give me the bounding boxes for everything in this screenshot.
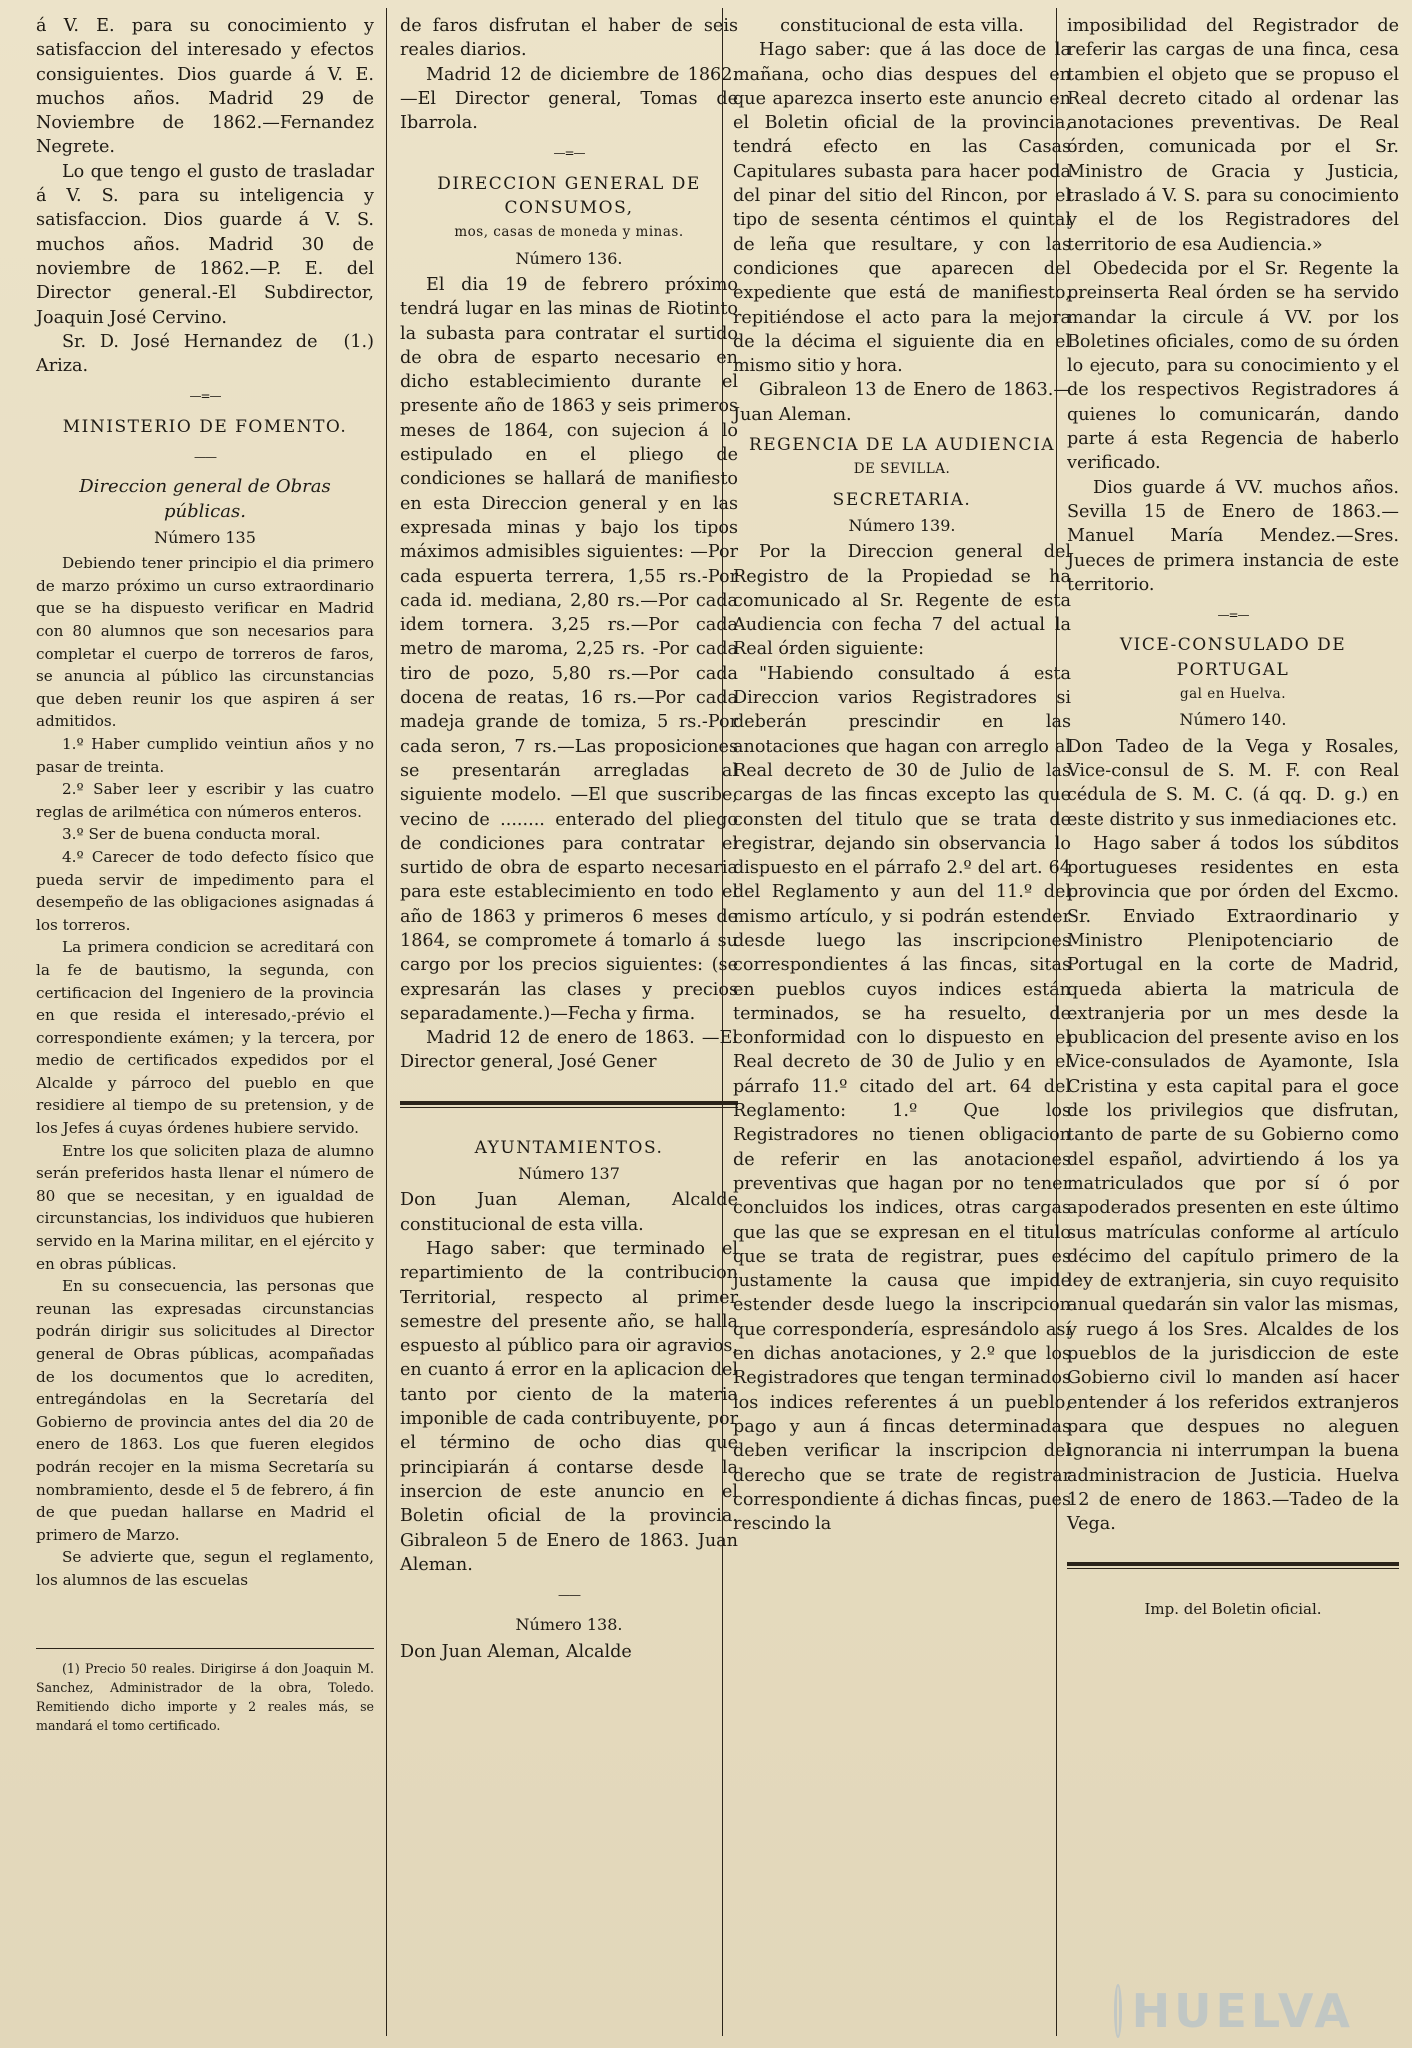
paragraph: Hago saber á todos los súbditos portugueses residentes en esta provincia que por órden del Excmo. Sr. Enviado Extraordinario y Ministro Plenipotenciario de Portugal en la corte de Madrid, queda abierta la matricula de extranjeria por un mes desde la publicacion del presente aviso en los Vice-consulados de Ayamonte, Isla Cristina y esta capital para el goce de los privilegios que disfrutan, tanto de parte de su Gobierno como del español, advirtiendo á los ya matriculados que por sí ó por apoderados presenten en este último sus matrículas conforme al artículo décimo del capítulo primero de la ley de extranjeria, sin cuyo requisito anual quedarán sin valor las mismas, y ruego á los Sres. Alcaldes de los pueblos de la jurisdiccion de este Gobierno civil lo manden así hacer entender á los referidos extranjeros para que despues no aleguen ignorancia ni interrumpan la buena administracion de Justicia. Huelva 12 de enero de 1863.—Tadeo de la Vega. [1067,833,1399,1535]
watermark-seal-icon [1114,1984,1122,2038]
paragraph: Don Juan Aleman, Alcalde [400,1641,632,1662]
addressee-line [36,330,374,379]
notice-number: Número 139. [848,515,956,535]
separator: —=— [189,389,221,404]
paragraph: Se advierte que, segun el reglamento, los alumnos de las escuelas [36,1548,374,1589]
section-heading-sub: DE SEVILLA. [853,461,951,478]
printer-imprint: Imp. del Boletin oficial. [1144,1600,1322,1619]
addressee: Sr. D. José Hernandez de Ariza. [36,331,318,377]
department-heading: Direccion general de Obras públicas. [79,476,331,522]
paragraph: Don Tadeo de la Vega y Rosales, Vice-consul de S. M. F. con Real cédula de S. M. C. (á qq. D. g.) en este distrito y sus inmediaciones etc. [1067,736,1399,830]
column-rule [386,8,387,2036]
paragraph: En su consecuencia, las personas que reunan las expresadas circunstancias podrán dirigir sus solicitudes al Director general de Obras públicas, acompañadas de los documentos que lo acrediten, entregándolas en la Secretaría del Gobierno de provincia antes del dia 20 de enero de 1863. Los que fueren elegidos podrán recojer en la misma Secretaría su nombramiento, desde el 5 de febrero, á fin de que puedan hallarse en Madrid el primero de Marzo. [36,1277,374,1544]
section-heading-main: VICE-CONSULADO DE PORTUGAL [1119,635,1347,680]
section-heading-sub: mos, casas de moneda y minas. [454,224,684,241]
separator: —— [194,450,216,465]
paragraph: Hago saber: que terminado el repartimiento de la contribucion Territorial, respecto al primer semestre del presente año, se halla espuesto al público para oir agravios, en cuanto á error en la aplicacion del tanto por ciento de la materia imponible de cada contribuyente, por el término de ocho dias que principiarán á contarse desde la insercion de este anuncio en el Boletin oficial de la provincia. Gibraleon 5 de Enero de 1863. Juan Aleman. [400,1238,738,1575]
paragraph: á V. E. para su conocimiento y satisfaccion del interesado y efectos consiguientes. Dios guarde á V. E. muchos años. Madrid 29 de Noviembre de 1862.—Fernandez Negrete. [36,16,374,158]
separator: —=— [1217,608,1249,623]
section-subheading: SECRETARIA. [832,489,972,510]
notice-number: Número 137 [518,1164,620,1184]
paragraph: Hago saber: que á las doce de la mañana, ocho dias despues del en que aparezca inserto este anuncio en el Boletin oficial de la provincia, tendrá efecto en las Casas Capitulares subasta para hacer poda del pinar del sitio del Rincon, por el tipo de sesenta céntimos el quintal de leña que resultare, y con las condiciones que aparecen del expediente que está de manifiesto, repitiéndose el acto para la mejora de la décima el siguiente dia en el mismo sitio y hora. [733,40,1071,377]
section-heading [400,172,738,245]
paragraph: constitucional de esta villa. [780,16,1024,36]
signature: Madrid 12 de enero de 1863. —El Director general, José Gener [400,1028,738,1073]
section-rule [400,1101,738,1108]
column-3 [733,14,1071,1536]
requirement: 3.º Ser de buena conducta moral. [62,825,321,844]
section-heading [1067,633,1399,706]
requirement: 4.º Carecer de todo defecto físico que pueda servir de impedimento para el desempeño de las obligaciones asignadas á los torreros. [36,847,374,934]
paragraph: imposibilidad del Registrador de referir las cargas de una finca, cesa tambien el objeto que se propuso el Real decreto citado al ordenar las anotaciones preventivas. De Real órden, comunicada por el Sr. Ministro de Gracia y Justicia, traslado á V. S. para su conocimiento y el de los Registradores del territorio de esa Audiencia.» [1067,16,1399,255]
section-heading: MINISTERIO DE FOMENTO. [62,416,348,437]
footnote-ref: (1.) [343,331,374,352]
section-heading [733,433,1071,482]
paragraph: El dia 19 de febrero próximo tendrá lugar en las minas de Riotinto la subasta para contratar el surtido de obra de esparto necesario en dicho establecimiento durante el presente año de 1863 y seis primeros meses de 1864, con sujecion á lo estipulado en el pliego de condiciones se hallará de manifiesto en esta Direccion general y en las expresada minas y bajo los tipos máximos admisibles siguientes: —Por cada espuerta terrera, 1,55 rs.-Por cada id. mediana, 2,80 rs.—Por cada idem tornera. 3,25 rs.—Por cada metro de maroma, 2,25 rs. -Por cada tiro de pozo, 5,80 rs.—Por cada docena de reatas, 16 rs.—Por cada madeja grande de tomiza, 5 rs.-Por cada seron, 7 rs.—Las proposiciones se presentarán arregladas al siguiente modelo. —El que suscribe, vecino de ........ enterado del pliego de condiciones para contratar el surtido de obra de esparto necesaria para este establecimiento en todo el año de 1863 y primeros 6 meses de 1864, se compromete á tomarlo á su cargo por los precios siguientes: (se expresarán las clases y precios separadamente.)—Fecha y firma. [400,274,738,1024]
paragraph: Debiendo tener principio el dia primero de marzo próximo un curso extraordinario que se ha dispuesto verificar en Madrid con 80 alumnos que son necesarios para completar el cuerpo de torreros de faros, se anuncia al público las circunstancias que deben reunir los que aspiren á ser admitidos. [36,554,374,731]
paragraph: La primera condicion se acreditará con la fe de bautismo, la segunda, con certificacion del Ingeniero de la provincia en que resida el interesado,-prévio el correspondiente exámen; y la tercera, por medio de certificados expedidos por el Alcalde y párroco del pueblo en que residiere al tiempo de su pretension, y de los Jefes á cuyas órdenes hubiere servido. [36,938,374,1138]
signature: Dios guarde á VV. muchos años. Sevilla 15 de Enero de 1863.—Manuel María Mendez.—Sres. Jueces de primera instancia de este territorio. [1067,477,1399,595]
paragraph: Don Juan Aleman, Alcalde constitucional de esta villa. [400,1190,738,1235]
paragraph: Obedecida por el Sr. Regente la preinserta Real órden se ha servido mandar la circule á VV. por los Boletines oficiales, como de su órden lo ejecuto, para su conocimiento y el de los respectivos Registradores á quienes lo comunicarán, dando parte á esta Regencia de haberlo verificado. [1067,258,1399,474]
paragraph: Por la Direccion general del Registro de la Propiedad se ha comunicado al Sr. Regente de esta Audiencia con fecha 7 del actual la Real órden siguiente: [733,542,1071,660]
paragraph: Lo que tengo el gusto de trasladar á V. S. para su inteligencia y satisfaccion. Dios guarde á V. S. muchos años. Madrid 30 de noviembre de 1862.—P. E. del Director general.-El Subdirector, Joaquin José Cervino. [36,161,374,328]
column-1 [36,14,374,1735]
notice-number: Número 136. [515,248,623,268]
column-2 [400,14,738,1664]
paragraph: "Habiendo consultado á esta Direccion varios Registradores si deberán prescindir en las anotaciones que hagan con arreglo al Real decreto de 30 de Julio de las cargas de las fincas excepto las que consten del titulo que se trata de registrar, dejando sin observancia lo dispuesto en el párrafo 2.º del art. 64 del Reglamento y aun del 11.º del mismo artículo, y si podrán estender desde luego las inscripciones correspondientes á las fincas, sitas en pueblos cuyos indices están terminados, se ha resuelto, de conformidad con lo dispuesto en el Real decreto de 30 de Julio y en el párrafo 11.º citado del art. 64 del Reglamento: 1.º Que los Registradores no tienen obligacion de referir en las anotaciones preventivas que hagan por no tener concluidos los indices, otras cargas que las que se expresan en el titulo que se trata de registrar, pues es justamente la causa que impide estender desde luego la inscripcion que correspondería, espresándolo así en dichas anotaciones, y 2.º que los Registradores que tengan terminados los indices referentes á un pueblo, pago y aun á fincas determinadas deben verificar la inscripcion del derecho que se trate de registrar correspondiente á dichas fincas, pues rescindo la [733,663,1071,1535]
paragraph: de faros disfrutan el haber de seis reales diarios. [400,16,738,61]
section-heading-sub: gal en Huelva. [1179,686,1286,703]
signature: Gibraleon 13 de Enero de 1863.—Juan Aleman. [733,380,1071,425]
section-heading-main: REGENCIA DE LA AUDIENCIA [748,435,1056,456]
section-rule [1067,1562,1399,1569]
separator: —=— [553,146,585,161]
watermark [1114,1982,1354,2040]
signature: Madrid 12 de diciembre de 1862. —El Director general, Tomas de Ibarrola. [400,64,738,134]
notice-number: Número 138. [515,1615,623,1635]
notice-number: Número 135 [154,527,256,547]
footnote: (1) Precio 50 reales. Dirigirse á don Joaquin M. Sanchez, Administrador de la obra, Toledo. Remitiendo dicho importe y 2 reales más, se mandará el tomo certificado. [36,1648,374,1735]
notice-number: Número 140. [1179,710,1287,730]
requirement: 2.º Saber leer y escribir y las cuatro reglas de arilmética con números enteros. [36,780,374,821]
requirement: 1.º Haber cumplido veintiun años y no pasar de treinta. [36,734,374,776]
section-heading: AYUNTAMIENTOS. [474,1137,664,1158]
column-4 [1067,14,1399,1622]
section-heading-main: DIRECCION GENERAL DE CONSUMOS, [437,173,701,219]
separator: —— [558,1588,580,1603]
paragraph: Entre los que soliciten plaza de alumno serán preferidos hasta llenar el número de 80 que se necesitan, y en igualdad de circunstancias, los individuos que hubieren servido en la Marina militar, en el ejército y en obras públicas. [36,1141,374,1273]
watermark-text: HUELVA [1131,1984,1354,2038]
